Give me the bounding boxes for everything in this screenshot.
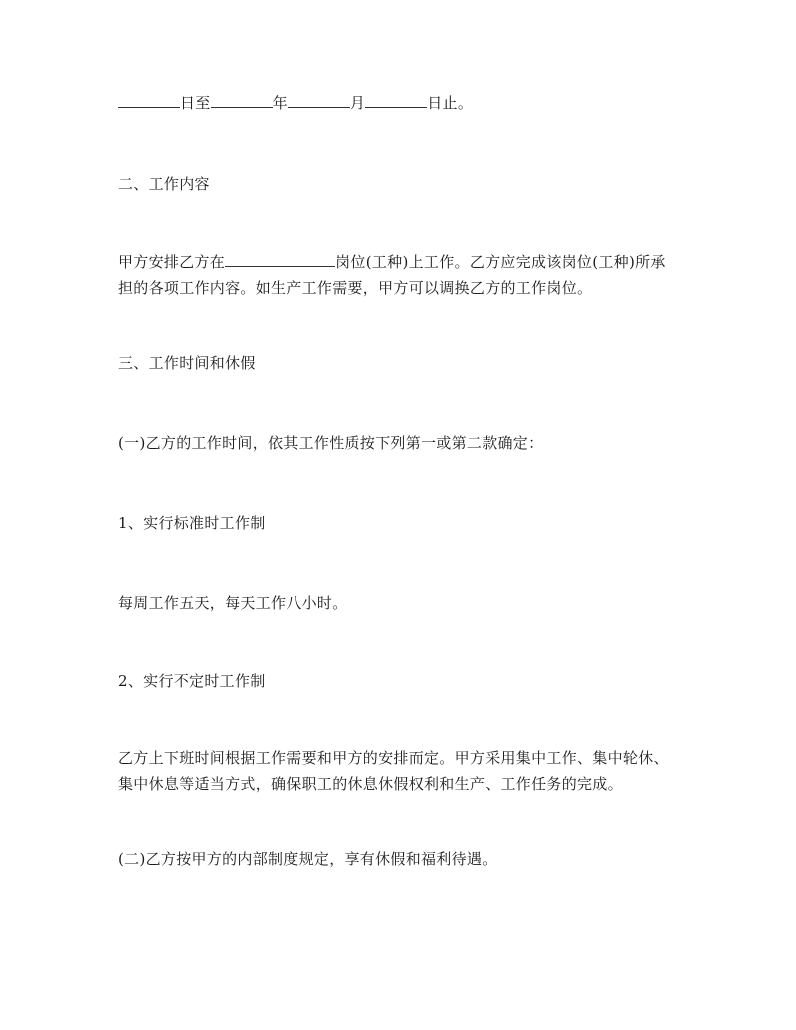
paragraph-line: 担的各项工作内容。如生产工作需要，甲方可以调换乙方的工作岗位。 xyxy=(118,279,593,297)
clause-text: (一)乙方的工作时间，依其工作性质按下列第一或第二款确定： xyxy=(118,434,544,452)
paragraph xyxy=(118,249,698,301)
date-range-line xyxy=(118,90,698,116)
paragraph-line: 集中休息等适当方式，确保职工的休息休假权利和生产、工作任务的完成。 xyxy=(118,775,623,793)
section-heading: 三、工作时间和休假 xyxy=(118,354,256,372)
date-text: 月 xyxy=(349,94,366,112)
text-fragment: 岗位(工种)上工作。乙方应完成该岗位(工种)所承 xyxy=(335,253,666,271)
clause-text: (二)乙方按甲方的内部制度规定，享有休假和福利待遇。 xyxy=(118,850,498,868)
blank-field[interactable] xyxy=(211,91,273,108)
paragraph-line: 乙方上下班时间根据工作需要和甲方的安排而定。甲方采用集中工作、集中轮休、 xyxy=(118,749,669,767)
item-heading: 2、实行不定时工作制 xyxy=(118,672,266,690)
date-text: 年 xyxy=(272,94,288,112)
item-text: 每周工作五天，每天工作八小时。 xyxy=(118,594,348,612)
item-heading: 1、实行标准时工作制 xyxy=(118,514,266,532)
blank-field[interactable] xyxy=(365,91,427,108)
text-fragment: 甲方安排乙方在 xyxy=(118,253,226,271)
date-text: 日至 xyxy=(180,94,211,112)
date-text: 日止。 xyxy=(427,94,474,112)
paragraph-line xyxy=(118,249,698,275)
paragraph xyxy=(118,745,698,797)
blank-field[interactable] xyxy=(118,91,180,108)
section-heading: 二、工作内容 xyxy=(118,175,210,193)
blank-field[interactable] xyxy=(225,250,335,267)
blank-field[interactable] xyxy=(288,91,350,108)
